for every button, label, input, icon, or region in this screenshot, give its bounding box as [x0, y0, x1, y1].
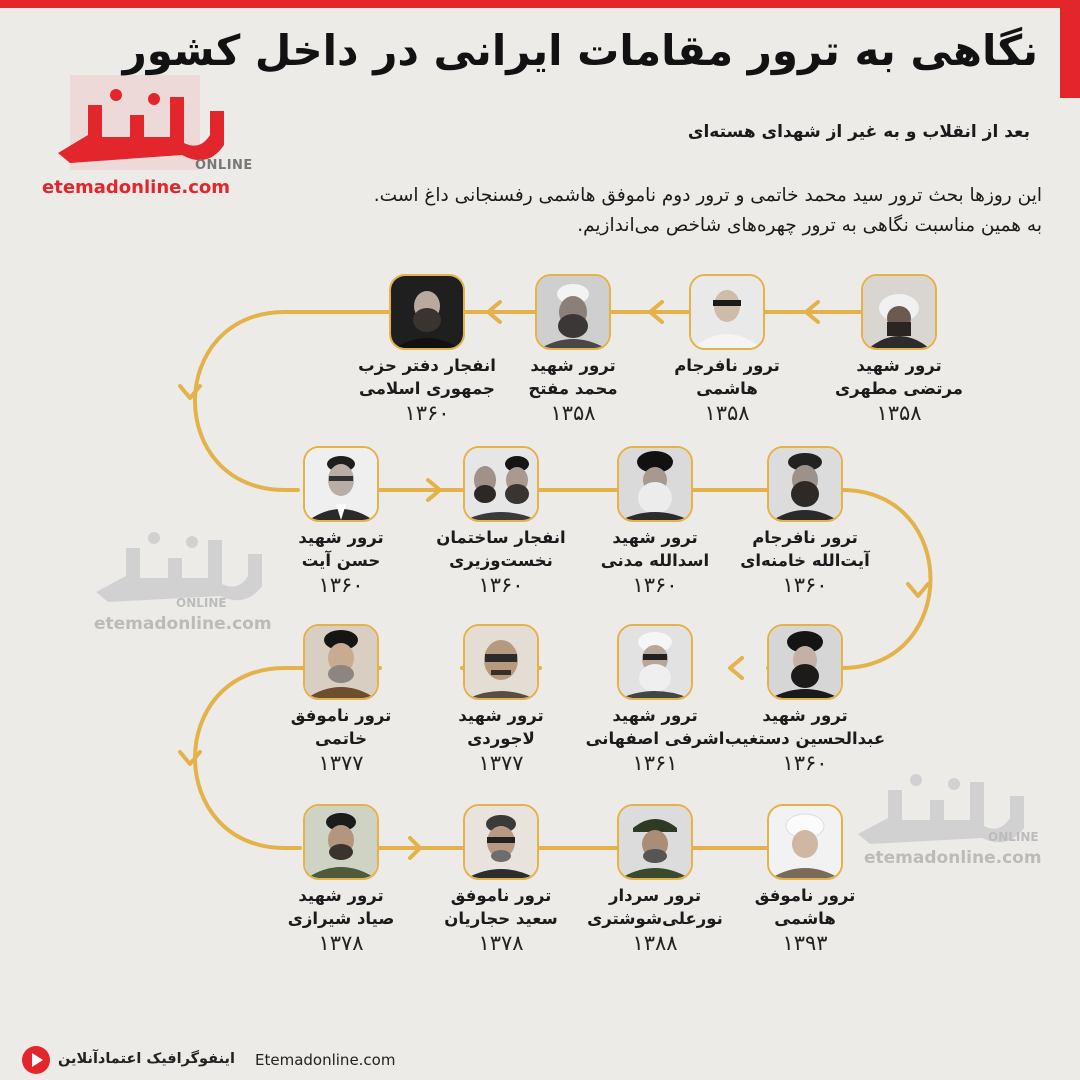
entry-name: هاشمی [696, 379, 758, 398]
entry-year: ۱۳۷۷ [318, 751, 364, 775]
intro-line: به همین مناسبت نگاهی به ترور چهره‌های شاخص می‌اندازیم. [577, 215, 1042, 236]
entry-title: ترور سردار [608, 886, 702, 905]
watermark-left [88, 520, 278, 645]
portrait-photo [535, 274, 611, 350]
entry-year: ۱۳۸۸ [632, 931, 678, 955]
portrait-photo [303, 624, 379, 700]
top-accent-bar [0, 0, 1080, 8]
entry-title: ترور شهید [612, 706, 698, 725]
portrait-icon [769, 806, 841, 878]
entry-title: ترور شهید [612, 528, 698, 547]
entry-title: ترور نافرجام [674, 356, 780, 375]
portrait-photo [861, 274, 937, 350]
watermark-right [850, 762, 1040, 887]
entry-year: ۱۳۵۸ [704, 401, 750, 425]
portrait-icon [305, 626, 377, 698]
entry-name: اسدالله مدنی [600, 551, 710, 570]
entry-title: ترور ناموفق [450, 886, 552, 905]
entry-year: ۱۳۷۸ [318, 931, 364, 955]
entry-year: ۱۳۷۸ [478, 931, 524, 955]
entry-year: ۱۳۶۰ [478, 573, 524, 597]
portrait-icon [537, 276, 609, 348]
entry-name: جمهوری اسلامی [359, 379, 495, 398]
entry-caption [256, 884, 426, 930]
portrait-icon [691, 276, 763, 348]
entry-year: ۱۳۶۰ [782, 751, 828, 775]
entry-caption [256, 526, 426, 572]
entry-title: انفجار دفتر حزب [358, 356, 496, 375]
portrait-icon [769, 448, 841, 520]
portrait-photo [303, 804, 379, 880]
entry-caption [570, 704, 740, 750]
logo-online-text: ONLINE [195, 158, 253, 173]
entry-name: آیت‌الله خامنه‌ای [740, 551, 870, 570]
entry-caption [570, 884, 740, 930]
entry-title: ترور شهید [762, 706, 848, 725]
portrait-icon [305, 806, 377, 878]
entry-title: ترور شهید [856, 356, 942, 375]
entry-title: انفجار ساختمان [436, 528, 566, 547]
entry-name: خاتمی [314, 729, 368, 748]
entry-title: ترور ناموفق [754, 886, 856, 905]
portrait-photo [767, 446, 843, 522]
page-title: نگاهی به ترور مقامات ایرانی در داخل کشور [122, 26, 1038, 75]
play-icon[interactable] [22, 1046, 50, 1074]
portrait-photo [617, 804, 693, 880]
portrait-icon [305, 448, 377, 520]
watermark-online-text: ONLINE [176, 596, 227, 610]
entry-caption [416, 704, 586, 750]
entry-name: حسن آیت [301, 551, 381, 570]
entry-title: ترور ناموفق [290, 706, 392, 725]
watermark-online-text: ONLINE [988, 830, 1039, 844]
entry-name: عبدالحسین دستغیب [724, 729, 886, 748]
entry-name: محمد مفتح [528, 379, 618, 398]
portrait-icon [619, 626, 691, 698]
entry-name: نخست‌وزیری [449, 551, 553, 570]
entry-caption [256, 704, 426, 750]
portrait-photo [617, 624, 693, 700]
entry-name: لاجوردی [467, 729, 535, 748]
watermark-url: etemadonline.com [94, 614, 272, 634]
entry-caption [814, 354, 984, 400]
entry-caption [720, 526, 890, 572]
entry-name: سعید حجاریان [444, 909, 558, 928]
entry-caption [342, 354, 512, 400]
entry-name: نورعلی‌شوشتری [587, 909, 723, 928]
entry-year: ۱۳۶۰ [782, 573, 828, 597]
intro-line: این روزها بحث ترور سید محمد خاتمی و ترور دوم ناموفق هاشمی رفسنجانی داغ است. [373, 185, 1042, 206]
entry-year: ۱۳۵۸ [550, 401, 596, 425]
entry-caption [416, 884, 586, 930]
portrait-photo [689, 274, 765, 350]
entry-caption [720, 704, 890, 750]
entry-caption [488, 354, 658, 400]
entry-title: ترور نافرجام [752, 528, 858, 547]
portrait-photo [767, 804, 843, 880]
portrait-icon [465, 448, 537, 520]
portrait-icon [619, 806, 691, 878]
portrait-photo [463, 804, 539, 880]
entry-caption [720, 884, 890, 930]
page-subtitle: بعد از انقلاب و به غیر از شهدای هسته‌ای [687, 122, 1030, 142]
portrait-photo [767, 624, 843, 700]
entry-year: ۱۳۹۳ [782, 931, 828, 955]
portrait-icon [465, 626, 537, 698]
portrait-icon [465, 806, 537, 878]
entry-caption [570, 526, 740, 572]
entry-caption [416, 526, 586, 572]
portrait-icon [391, 276, 463, 348]
portrait-icon [769, 626, 841, 698]
intro-text [202, 181, 1042, 241]
watermark-url: etemadonline.com [864, 848, 1042, 868]
portrait-photo [463, 624, 539, 700]
entry-year: ۱۳۶۱ [632, 751, 678, 775]
entry-year: ۱۳۶۰ [318, 573, 364, 597]
entry-year: ۱۳۶۰ [404, 401, 450, 425]
logo-url[interactable]: etemadonline.com [42, 177, 230, 198]
portrait-icon [619, 448, 691, 520]
entry-caption [642, 354, 812, 400]
entry-title: ترور شهید [530, 356, 616, 375]
entry-year: ۱۳۷۷ [478, 751, 524, 775]
title-accent-bar [1060, 8, 1080, 98]
entry-year: ۱۳۶۰ [632, 573, 678, 597]
entry-name: اشرفی اصفهانی [585, 729, 725, 748]
portrait-photo [303, 446, 379, 522]
entry-name: هاشمی [774, 909, 836, 928]
portrait-icon [863, 276, 935, 348]
entry-title: ترور شهید [458, 706, 544, 725]
portrait-photo [463, 446, 539, 522]
footer-url[interactable]: Etemadonline.com [255, 1051, 396, 1069]
footer-brand: اینفوگرافیک اعتمادآنلاین [58, 1051, 235, 1067]
entry-title: ترور شهید [298, 886, 384, 905]
portrait-photo [617, 446, 693, 522]
entry-name: مرتضی مطهری [835, 379, 963, 398]
entry-name: صیاد شیرازی [287, 909, 395, 928]
entry-year: ۱۳۵۸ [876, 401, 922, 425]
portrait-photo [389, 274, 465, 350]
entry-title: ترور شهید [298, 528, 384, 547]
